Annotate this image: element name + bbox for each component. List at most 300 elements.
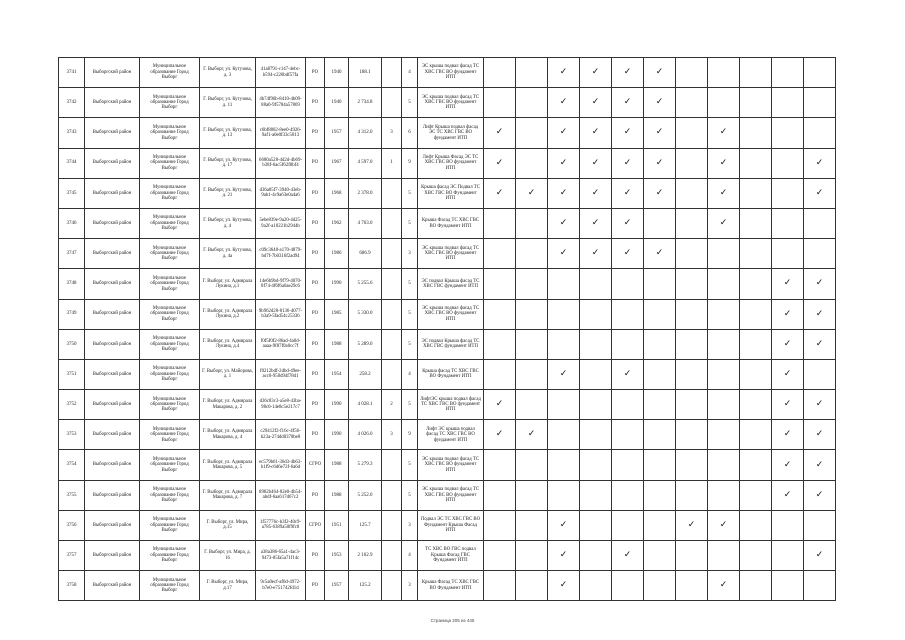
address-cell: Г. Выборг, ул. Адмирала Макарова, д. 5 <box>200 450 256 480</box>
work-type-cell-4 <box>580 480 612 510</box>
row-number: 3755 <box>59 480 85 510</box>
table-row <box>59 58 836 88</box>
table-row <box>59 390 836 420</box>
floors-cell: 5 <box>402 269 418 299</box>
row-number: 3741 <box>59 58 85 88</box>
year-cell: 1990 <box>325 420 349 450</box>
work-type-cell-6 <box>644 571 676 601</box>
work-type-cell-2 <box>516 510 548 540</box>
work-type-cell-4 <box>580 510 612 540</box>
work-type-cell-5 <box>612 450 644 480</box>
checkmark-icon: ✓ <box>815 308 824 319</box>
work-type-cell-7 <box>676 510 708 540</box>
work-type-cell-4 <box>580 450 612 480</box>
district-cell: Выборгский район <box>85 299 140 329</box>
checkmark-icon: ✓ <box>783 308 792 319</box>
work-type-cell-5 <box>612 480 644 510</box>
row-number: 3745 <box>59 178 85 208</box>
work-type-cell-2 <box>516 541 548 571</box>
municipality-cell: Муниципальное образование Город Выборг <box>140 118 200 148</box>
area-cell: 125.7 <box>349 510 382 540</box>
year-cell: 1957 <box>325 571 349 601</box>
guid-cell: ec579b61-36d3-4b63-b1f9-c6d6e72f-6a6d <box>256 450 306 480</box>
checkmark-icon: ✓ <box>815 278 824 289</box>
checkmark-icon: ✓ <box>623 157 632 168</box>
checkmark-icon: ✓ <box>719 157 728 168</box>
checkmark-icon: ✓ <box>783 399 792 410</box>
work-type-cell-9 <box>740 148 772 178</box>
municipality-cell: Муниципальное образование Город Выборг <box>140 178 200 208</box>
checkmark-icon: ✓ <box>495 429 504 440</box>
work-type-cell-10 <box>772 148 804 178</box>
work-type-cell-3 <box>548 541 580 571</box>
services-cell: ЭС подвал Крыша фасад ТС ХВС ГВС фундамент ИТП <box>418 269 484 299</box>
checkmark-icon: ✓ <box>495 187 504 198</box>
work-type-cell-9 <box>740 420 772 450</box>
address-cell: Г. Выборг, ул. Адмирала Лукина, д.4 <box>200 329 256 359</box>
work-type-cell-8 <box>708 208 740 238</box>
work-type-cell-10 <box>772 178 804 208</box>
district-cell: Выборгский район <box>85 390 140 420</box>
table-row <box>59 450 836 480</box>
municipality-cell: Муниципальное образование Город Выборг <box>140 480 200 510</box>
area-cell: 4 312.0 <box>349 118 382 148</box>
work-type-cell-1 <box>484 58 516 88</box>
work-type-cell-7 <box>676 571 708 601</box>
area-cell: 4 763.0 <box>349 208 382 238</box>
work-type-cell-11 <box>804 329 836 359</box>
work-type-cell-2 <box>516 269 548 299</box>
work-type-cell-6 <box>644 299 676 329</box>
work-type-cell-4 <box>580 359 612 389</box>
lift-count-cell <box>382 450 402 480</box>
work-type-cell-3 <box>548 329 580 359</box>
work-type-cell-9 <box>740 480 772 510</box>
work-type-cell-9 <box>740 390 772 420</box>
address-cell: Г. Выборг, ул. Кутузова, д. 13 <box>200 118 256 148</box>
checkmark-icon: ✓ <box>591 187 600 198</box>
work-type-cell-5 <box>612 239 644 269</box>
ownership-form-cell: РО <box>306 178 325 208</box>
table-row <box>59 118 836 148</box>
address-cell: Г. Выборг, ул. Мира, д.15 <box>200 510 256 540</box>
work-type-cell-8 <box>708 480 740 510</box>
services-cell: Крыша фасад ТС ХВС ГВС ВО Фундамент ИТП <box>418 359 484 389</box>
ownership-form-cell: РО <box>306 118 325 148</box>
work-type-cell-9 <box>740 329 772 359</box>
checkmark-icon: ✓ <box>719 218 728 229</box>
work-type-cell-1 <box>484 299 516 329</box>
work-type-cell-8 <box>708 510 740 540</box>
work-type-cell-5 <box>612 208 644 238</box>
work-type-cell-1 <box>484 359 516 389</box>
services-cell: ЛифтЭС крыша подвал фасад ТС ХВС ГВС ВО фундамент ИТП <box>418 390 484 420</box>
work-type-cell-2 <box>516 88 548 118</box>
row-number: 3750 <box>59 329 85 359</box>
work-type-cell-3 <box>548 480 580 510</box>
work-type-cell-11 <box>804 299 836 329</box>
work-type-cell-6 <box>644 329 676 359</box>
work-type-cell-1 <box>484 178 516 208</box>
work-type-cell-6 <box>644 148 676 178</box>
row-number: 3748 <box>59 269 85 299</box>
work-type-cell-8 <box>708 148 740 178</box>
year-cell: 1962 <box>325 208 349 238</box>
address-cell: Г. Выборг, ул. Кутузова, д. 17 <box>200 148 256 178</box>
municipality-cell: Муниципальное образование Город Выборг <box>140 88 200 118</box>
work-type-cell-2 <box>516 450 548 480</box>
ownership-form-cell: РО <box>306 148 325 178</box>
checkmark-icon: ✓ <box>815 157 824 168</box>
area-cell: 4 028.1 <box>349 390 382 420</box>
municipality-cell: Муниципальное образование Город Выборг <box>140 450 200 480</box>
lift-count-cell <box>382 541 402 571</box>
ownership-form-cell: РО <box>306 88 325 118</box>
address-cell: Г. Выборг, ул. Кутузова, д. 3 <box>200 58 256 88</box>
district-cell: Выборгский район <box>85 329 140 359</box>
work-type-cell-4 <box>580 148 612 178</box>
checkmark-icon: ✓ <box>815 399 824 410</box>
work-type-cell-3 <box>548 58 580 88</box>
work-type-cell-1 <box>484 390 516 420</box>
work-type-cell-6 <box>644 390 676 420</box>
lift-count-cell: 3 <box>382 118 402 148</box>
work-type-cell-8 <box>708 571 740 601</box>
guid-cell: a38a386-65a1-4ac3-9473-85fa5a71f14c <box>256 541 306 571</box>
checkmark-icon: ✓ <box>559 550 568 561</box>
work-type-cell-2 <box>516 480 548 510</box>
guid-cell: d36c83c3-a5e8-43ba-98c0-14e8c5e217c7 <box>256 390 306 420</box>
guid-cell: c29412f2-f16c-4f56-b23a-274dd0370be8 <box>256 420 306 450</box>
work-type-cell-7 <box>676 329 708 359</box>
work-type-cell-10 <box>772 390 804 420</box>
area-cell: 4 026.0 <box>349 420 382 450</box>
checkmark-icon: ✓ <box>559 580 568 591</box>
row-number: 3754 <box>59 450 85 480</box>
work-type-cell-4 <box>580 269 612 299</box>
checkmark-icon: ✓ <box>815 338 824 349</box>
work-type-cell-7 <box>676 269 708 299</box>
district-cell: Выборгский район <box>85 420 140 450</box>
work-type-cell-4 <box>580 208 612 238</box>
district-cell: Выборгский район <box>85 510 140 540</box>
work-type-cell-7 <box>676 450 708 480</box>
floors-cell: 4 <box>402 359 418 389</box>
work-type-cell-11 <box>804 148 836 178</box>
year-cell: 1988 <box>325 480 349 510</box>
work-type-cell-9 <box>740 450 772 480</box>
address-cell: Г. Выборг, ул. Адмирала Макарова, д. 2 <box>200 390 256 420</box>
ownership-form-cell: РО <box>306 269 325 299</box>
row-number: 3749 <box>59 299 85 329</box>
services-cell: Лифт ЭС крыша подвал фасад ТС ХВС ГВС ВО фундамент ИТП <box>418 420 484 450</box>
work-type-cell-9 <box>740 239 772 269</box>
work-type-cell-2 <box>516 329 548 359</box>
ownership-form-cell: РО <box>306 329 325 359</box>
floors-cell: 4 <box>402 541 418 571</box>
checkmark-icon: ✓ <box>655 157 664 168</box>
lift-count-cell: 1 <box>382 148 402 178</box>
work-type-cell-8 <box>708 58 740 88</box>
work-type-cell-9 <box>740 118 772 148</box>
work-type-cell-7 <box>676 541 708 571</box>
work-type-cell-4 <box>580 178 612 208</box>
checkmark-icon: ✓ <box>495 127 504 138</box>
checkmark-icon: ✓ <box>815 489 824 500</box>
work-type-cell-7 <box>676 118 708 148</box>
work-type-cell-11 <box>804 269 836 299</box>
area-cell: 5 330.0 <box>349 299 382 329</box>
checkmark-icon: ✓ <box>591 67 600 78</box>
address-cell: Г. Выборг, ул. Мира, д.17 <box>200 571 256 601</box>
municipality-cell: Муниципальное образование Город Выборг <box>140 239 200 269</box>
work-type-cell-3 <box>548 420 580 450</box>
checkmark-icon: ✓ <box>495 157 504 168</box>
work-type-cell-4 <box>580 88 612 118</box>
work-type-cell-4 <box>580 571 612 601</box>
municipality-cell: Муниципальное образование Город Выборг <box>140 510 200 540</box>
floors-cell: 9 <box>402 148 418 178</box>
work-type-cell-1 <box>484 510 516 540</box>
checkmark-icon: ✓ <box>527 429 536 440</box>
checkmark-icon: ✓ <box>559 187 568 198</box>
row-number: 3747 <box>59 239 85 269</box>
row-number: 3743 <box>59 118 85 148</box>
work-type-cell-4 <box>580 390 612 420</box>
work-type-cell-2 <box>516 208 548 238</box>
lift-count-cell: 2 <box>382 390 402 420</box>
municipality-cell: Муниципальное образование Город Выборг <box>140 571 200 601</box>
work-type-cell-1 <box>484 88 516 118</box>
year-cell: 1967 <box>325 148 349 178</box>
district-cell: Выборгский район <box>85 239 140 269</box>
services-cell: ЭС подвал Крыша фасад ТС ХВС ГВС фундамент ИТП <box>418 329 484 359</box>
work-type-cell-10 <box>772 239 804 269</box>
checkmark-icon: ✓ <box>559 157 568 168</box>
area-cell: 5 255.6 <box>349 269 382 299</box>
lift-count-cell <box>382 208 402 238</box>
table-row <box>59 269 836 299</box>
work-type-cell-5 <box>612 359 644 389</box>
work-type-cell-9 <box>740 510 772 540</box>
checkmark-icon: ✓ <box>559 67 568 78</box>
work-type-cell-5 <box>612 118 644 148</box>
work-type-cell-4 <box>580 299 612 329</box>
work-type-cell-5 <box>612 541 644 571</box>
work-type-cell-2 <box>516 178 548 208</box>
work-type-cell-2 <box>516 420 548 450</box>
services-cell: Подвал ЭС ТС ХВС ГВС ВО Фундамент Крыша Фасад ИТП <box>418 510 484 540</box>
work-type-cell-3 <box>548 359 580 389</box>
checkmark-icon: ✓ <box>783 338 792 349</box>
table-row <box>59 299 836 329</box>
work-type-cell-1 <box>484 239 516 269</box>
work-type-cell-11 <box>804 58 836 88</box>
work-type-cell-1 <box>484 571 516 601</box>
table-row <box>59 510 836 540</box>
guid-cell: c6bf8802-8ee0-4926-9af1-a0e0f33c5813 <box>256 118 306 148</box>
year-cell: 1957 <box>325 118 349 148</box>
lift-count-cell: 3 <box>382 420 402 450</box>
work-type-cell-11 <box>804 510 836 540</box>
guid-cell: f0212bdf-2dbd-49ee-acc0-950d94f78d1 <box>256 359 306 389</box>
work-type-cell-3 <box>548 88 580 118</box>
work-type-cell-5 <box>612 390 644 420</box>
work-type-cell-9 <box>740 541 772 571</box>
checkmark-icon: ✓ <box>783 278 792 289</box>
work-type-cell-3 <box>548 299 580 329</box>
address-cell: Г. Выборг, ул. Кутузова, д. 4а <box>200 239 256 269</box>
work-type-cell-10 <box>772 450 804 480</box>
row-number: 3756 <box>59 510 85 540</box>
municipality-cell: Муниципальное образование Город Выборг <box>140 420 200 450</box>
work-type-cell-11 <box>804 359 836 389</box>
lift-count-cell <box>382 510 402 540</box>
municipality-cell: Муниципальное образование Город Выборг <box>140 329 200 359</box>
work-type-cell-1 <box>484 541 516 571</box>
work-type-cell-10 <box>772 269 804 299</box>
work-type-cell-10 <box>772 480 804 510</box>
work-type-cell-8 <box>708 329 740 359</box>
work-type-cell-5 <box>612 269 644 299</box>
work-type-cell-3 <box>548 208 580 238</box>
checkmark-icon: ✓ <box>623 550 632 561</box>
row-number: 3753 <box>59 420 85 450</box>
checkmark-icon: ✓ <box>783 429 792 440</box>
work-type-cell-4 <box>580 541 612 571</box>
area-cell: 5 279.3 <box>349 450 382 480</box>
guid-cell: 5ebe839e-9a20-4d25-9a2f-a10221b2944b <box>256 208 306 238</box>
table-body <box>59 58 836 601</box>
district-cell: Выборгский район <box>85 450 140 480</box>
district-cell: Выборгский район <box>85 118 140 148</box>
work-type-cell-3 <box>548 239 580 269</box>
work-type-cell-2 <box>516 359 548 389</box>
address-cell: Г. Выборг, ул. Мира, д. 16 <box>200 541 256 571</box>
services-cell: ЭС крыша подвал фасад ТС ХВС ГВС ВО фундамент ИТП <box>418 239 484 269</box>
work-type-cell-8 <box>708 88 740 118</box>
guid-cell: c09c3648-a170-4879-bd7f-7b0316f2ad94 <box>256 239 306 269</box>
work-type-cell-7 <box>676 239 708 269</box>
work-type-cell-9 <box>740 359 772 389</box>
work-type-cell-7 <box>676 299 708 329</box>
lift-count-cell <box>382 299 402 329</box>
lift-count-cell <box>382 480 402 510</box>
page-footer: Страница 205 из 445 <box>430 618 475 623</box>
ownership-form-cell: РО <box>306 390 325 420</box>
year-cell: 1990 <box>325 269 349 299</box>
checkmark-icon: ✓ <box>783 368 792 379</box>
year-cell: 1988 <box>325 450 349 480</box>
checkmark-icon: ✓ <box>559 218 568 229</box>
work-type-cell-2 <box>516 239 548 269</box>
district-cell: Выборгский район <box>85 88 140 118</box>
work-type-cell-8 <box>708 390 740 420</box>
floors-cell: 5 <box>402 480 418 510</box>
address-cell: Г. Выборг, ул. Адмирала Лукина, д.1 <box>200 269 256 299</box>
work-type-cell-2 <box>516 118 548 148</box>
work-type-cell-10 <box>772 541 804 571</box>
checkmark-icon: ✓ <box>623 67 632 78</box>
work-type-cell-6 <box>644 510 676 540</box>
year-cell: 1986 <box>325 239 349 269</box>
services-cell: Крыша фасад ЭС Подвал ТС ХВС ГВС ВО Фундамент ИТП <box>418 178 484 208</box>
ownership-form-cell: РО <box>306 208 325 238</box>
area-cell: 188.1 <box>349 58 382 88</box>
services-cell: ЭС крыша подвал фасад ТС ХВС ГВС ВО фундамент ИТП <box>418 88 484 118</box>
checkmark-icon: ✓ <box>623 127 632 138</box>
ownership-form-cell: РО <box>306 571 325 601</box>
checkmark-icon: ✓ <box>527 187 536 198</box>
work-type-cell-11 <box>804 450 836 480</box>
checkmark-icon: ✓ <box>815 187 824 198</box>
checkmark-icon: ✓ <box>719 187 728 198</box>
checkmark-icon: ✓ <box>783 489 792 500</box>
work-type-cell-10 <box>772 208 804 238</box>
guid-cell: 14e6b9bd-9f79-4070-8f74-4f6f6a0ae29c6 <box>256 269 306 299</box>
work-type-cell-4 <box>580 329 612 359</box>
area-cell: 125.2 <box>349 571 382 601</box>
area-cell: 2 162.9 <box>349 541 382 571</box>
work-type-cell-11 <box>804 390 836 420</box>
municipality-cell: Муниципальное образование Город Выборг <box>140 299 200 329</box>
table-row <box>59 178 836 208</box>
work-type-cell-6 <box>644 239 676 269</box>
checkmark-icon: ✓ <box>815 459 824 470</box>
ownership-form-cell: РО <box>306 541 325 571</box>
work-type-cell-7 <box>676 58 708 88</box>
municipality-cell: Муниципальное образование Город Выборг <box>140 148 200 178</box>
district-cell: Выборгский район <box>85 571 140 601</box>
work-type-cell-6 <box>644 269 676 299</box>
work-type-cell-8 <box>708 269 740 299</box>
table-row <box>59 148 836 178</box>
work-type-cell-11 <box>804 420 836 450</box>
work-type-cell-10 <box>772 118 804 148</box>
work-type-cell-10 <box>772 510 804 540</box>
services-cell: Крыша Фасад ТС ХВС ГВС ВО Фундамент ИТП <box>418 208 484 238</box>
lift-count-cell <box>382 269 402 299</box>
checkmark-icon: ✓ <box>591 218 600 229</box>
ownership-form-cell: СГРО <box>306 450 325 480</box>
work-type-cell-5 <box>612 510 644 540</box>
municipality-cell: Муниципальное образование Город Выборг <box>140 58 200 88</box>
checkmark-icon: ✓ <box>655 67 664 78</box>
floors-cell: 5 <box>402 208 418 238</box>
area-cell: 4 597.0 <box>349 148 382 178</box>
checkmark-icon: ✓ <box>783 459 792 470</box>
floors-cell: 5 <box>402 329 418 359</box>
row-number: 3758 <box>59 571 85 601</box>
address-cell: Г. Выборг, ул. Кутузова, д. 4 <box>200 208 256 238</box>
municipality-cell: Муниципальное образование Город Выборг <box>140 208 200 238</box>
work-type-cell-6 <box>644 450 676 480</box>
work-type-cell-8 <box>708 118 740 148</box>
year-cell: 1990 <box>325 390 349 420</box>
checkmark-icon: ✓ <box>623 248 632 259</box>
work-type-cell-8 <box>708 239 740 269</box>
table-row <box>59 239 836 269</box>
work-type-cell-11 <box>804 88 836 118</box>
work-type-cell-1 <box>484 480 516 510</box>
work-type-cell-7 <box>676 178 708 208</box>
work-type-cell-3 <box>548 148 580 178</box>
guid-cell: f0f5f0f2-86ad-4a0d-aaaa-9f87f0a0cc7f <box>256 329 306 359</box>
floors-cell: 4 <box>402 58 418 88</box>
lift-count-cell <box>382 178 402 208</box>
ownership-form-cell: РО <box>306 480 325 510</box>
area-cell: 686.9 <box>349 239 382 269</box>
